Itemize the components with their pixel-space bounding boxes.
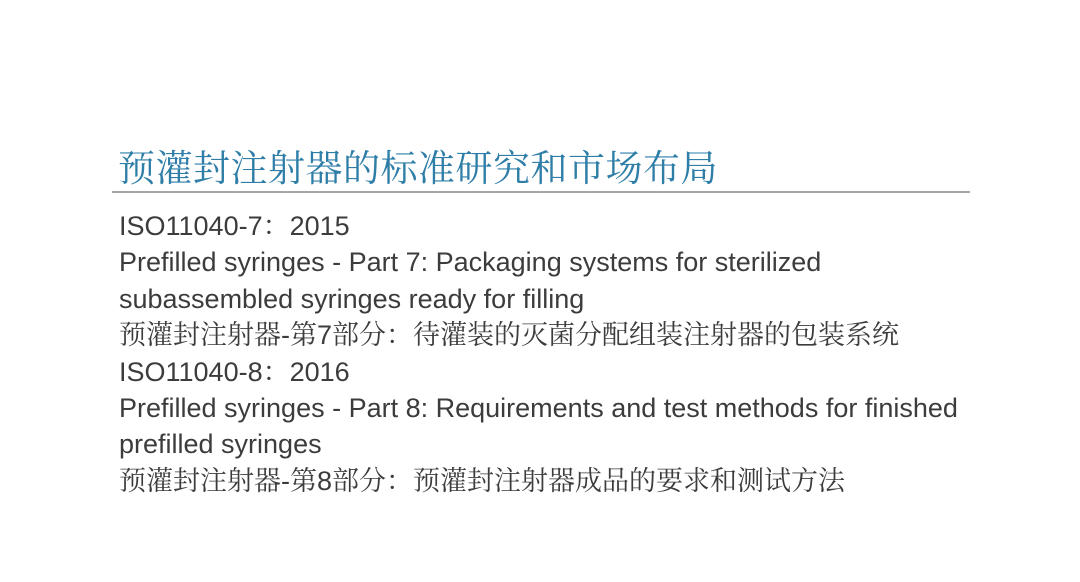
standard-1-code: ISO11040-7：2015 xyxy=(119,211,350,241)
standard-2-title-zh: 预灌封注射器-第8部分：预灌封注射器成品的要求和测试方法 xyxy=(119,465,846,496)
title-divider-line xyxy=(112,191,970,193)
standard-2-title-en-line-2: prefilled syringes xyxy=(119,429,322,460)
slide-title: 预灌封注射器的标准研究和市场布局 xyxy=(118,148,718,189)
standard-2-title-en-line-1: Prefilled syringes - Part 8: Requirements and test methods for finished xyxy=(119,393,958,424)
standard-1-title-zh: 预灌封注射器-第7部分：待灌装的灭菌分配组装注射器的包装系统 xyxy=(119,320,900,351)
standard-2-code: ISO11040-8：2016 xyxy=(119,356,350,387)
standard-1-title-en-line-1: Prefilled syringes - Part 7: Packaging systems for sterilized xyxy=(119,247,822,278)
slide-body xyxy=(119,208,1019,499)
standard-1-title-en-line-2: subassembled syringes ready for filling xyxy=(119,283,585,314)
